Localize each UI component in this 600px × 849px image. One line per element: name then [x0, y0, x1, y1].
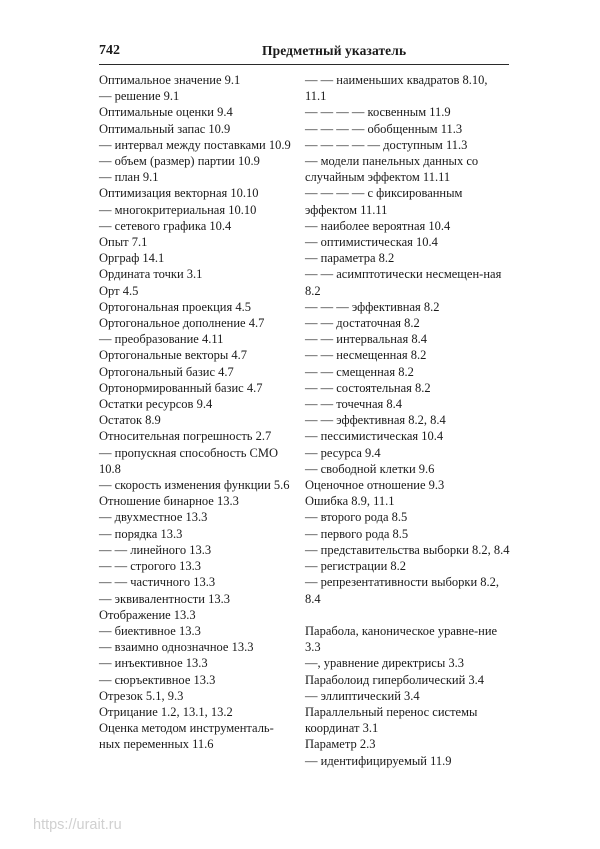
index-entry: Относительная погрешность 2.7	[99, 429, 272, 444]
index-entry: — — наименьших квадратов 8.10, 11.1	[305, 73, 488, 104]
index-entry: Ортогональное дополнение 4.7	[99, 316, 265, 331]
index-gap	[305, 607, 510, 623]
index-entry: — — — — косвенным 11.9	[305, 105, 451, 120]
index-entry: Парабола, каноническое уравне-ние 3.3	[305, 623, 498, 655]
index-entry: — — строгого 13.3	[99, 559, 202, 574]
index-entry: — представительства выборки 8.2, 8.4	[305, 542, 510, 557]
index-entry: — — асимптотически несмещен-ная 8.2	[305, 267, 502, 298]
index-entry: — первого рода 8.5	[305, 526, 409, 541]
index-column-left	[99, 72, 295, 753]
index-entry: Оценка методом инструменталь-ных переменных 11.6	[99, 721, 274, 752]
index-entry: Орграф 14.1	[99, 251, 165, 266]
index-entry: Ортогональная проекция 4.5	[99, 299, 251, 314]
index-entry: — идентифицируемый 11.9	[305, 753, 452, 768]
index-entry: — — точечная 8.4	[305, 397, 403, 412]
index-entry: Отношение бинарное 13.3	[99, 494, 239, 509]
index-entry: — сюръективное 13.3	[99, 672, 216, 687]
index-entry: Ортогональный базис 4.7	[99, 364, 234, 379]
index-entry: Ортонормированный базис 4.7	[99, 380, 263, 395]
index-entry: Оптимальное значение 9.1	[99, 73, 241, 87]
index-entry: Орт 4.5	[99, 283, 139, 298]
index-entry: — пессимистическая 10.4	[305, 429, 444, 444]
index-entry: — модели панельных данных со случайным эффектом 11.11	[305, 154, 479, 185]
index-entry: — репрезентативности выборки 8.2, 8.4	[305, 575, 500, 606]
index-entry: Оптимальные оценки 9.4	[99, 105, 233, 120]
index-entry: — регистрации 8.2	[305, 559, 407, 574]
index-entry: — наиболее вероятная 10.4	[305, 218, 451, 233]
index-entry: Параболоид гиперболический 3.4	[305, 672, 485, 687]
page-header	[99, 43, 509, 63]
index-entry: — — интервальная 8.4	[305, 332, 427, 347]
index-entry: Остаток 8.9	[99, 413, 161, 428]
index-entry: — оптимистическая 10.4	[305, 235, 438, 250]
index-entry: — скорость изменения функции 5.6	[99, 478, 290, 493]
watermark-url: https://urait.ru	[33, 817, 122, 833]
index-entry: Параллельный перенос системы координат 3.1	[305, 704, 478, 736]
index-entry: — — частичного 13.3	[99, 575, 216, 590]
index-entry: — инъективное 13.3	[99, 656, 208, 671]
index-entry: — взаимно однозначное 13.3	[99, 640, 254, 655]
index-entry: Ортогональные векторы 4.7	[99, 348, 248, 363]
index-entry: Оптимизация векторная 10.10	[99, 186, 259, 201]
index-entry: — порядка 13.3	[99, 526, 183, 541]
index-entry: Оптимальный запас 10.9	[99, 121, 231, 136]
index-entry: — свободной клетки 9.6	[305, 461, 435, 476]
index-entry: — — эффективная 8.2, 8.4	[305, 413, 446, 428]
running-title: Предметный указатель	[262, 43, 407, 58]
index-column-right	[305, 72, 510, 769]
index-entry: — — — — — доступным 11.3	[305, 137, 468, 152]
index-entry: — двухместное 13.3	[99, 510, 208, 525]
index-entry: Ошибка 8.9, 11.1	[305, 494, 395, 509]
index-entry: — сетевого графика 10.4	[99, 218, 232, 233]
index-entry: — — — эффективная 8.2	[305, 299, 440, 314]
index-entry: Отображение 13.3	[99, 607, 196, 622]
index-entry: Отрицание 1.2, 13.1, 13.2	[99, 704, 233, 719]
index-entry: — — — — обобщенным 11.3	[305, 121, 463, 136]
index-entry: — второго рода 8.5	[305, 510, 408, 525]
index-entry: — — — — с фиксированным эффектом 11.11	[305, 186, 463, 217]
header-rule	[99, 64, 509, 65]
index-entry: — решение 9.1	[99, 89, 180, 104]
index-entry: Отрезок 5.1, 9.3	[99, 688, 184, 703]
index-entry: Оценочное отношение 9.3	[305, 478, 445, 493]
index-entry: — план 9.1	[99, 170, 159, 185]
index-entry: — пропускная способность СМО 10.8	[99, 445, 279, 476]
index-entry: — параметра 8.2	[305, 251, 395, 266]
index-entry: — объем (размер) партии 10.9	[99, 154, 260, 169]
index-entry: — — линейного 13.3	[99, 542, 212, 557]
index-entry: — — достаточная 8.2	[305, 316, 420, 331]
index-entry: — — смещенная 8.2	[305, 364, 414, 379]
index-entry: Параметр 2.3	[305, 737, 376, 752]
index-entry: — эллиптический 3.4	[305, 688, 420, 703]
index-entry: — интервал между поставками 10.9	[99, 137, 291, 152]
page-number: 742	[99, 43, 120, 58]
index-entry: — преобразование 4.11	[99, 332, 224, 347]
index-entry: Опыт 7.1	[99, 235, 148, 250]
index-entry: — биективное 13.3	[99, 623, 201, 638]
index-entry: Остатки ресурсов 9.4	[99, 397, 213, 412]
index-entry: — — несмещенная 8.2	[305, 348, 427, 363]
index-entry: — — состоятельная 8.2	[305, 380, 431, 395]
index-entry: — ресурса 9.4	[305, 445, 381, 460]
index-entry: — эквивалентности 13.3	[99, 591, 230, 606]
index-entry: —, уравнение директрисы 3.3	[305, 656, 464, 671]
index-entry: Ордината точки 3.1	[99, 267, 203, 282]
index-entry: — многокритериальная 10.10	[99, 202, 257, 217]
